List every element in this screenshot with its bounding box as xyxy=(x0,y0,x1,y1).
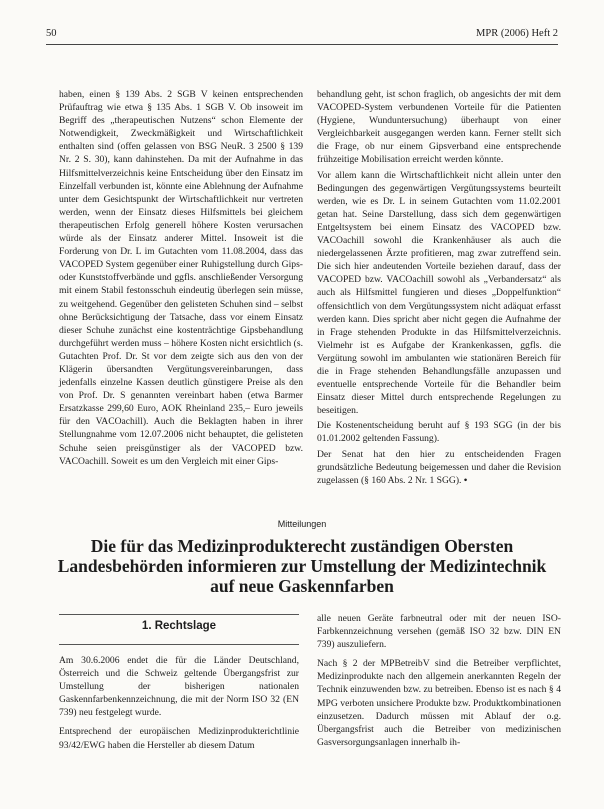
upper-left-column xyxy=(59,88,303,488)
paragraph xyxy=(317,448,561,487)
section-label: Mitteilungen xyxy=(277,519,327,529)
paragraph: Die Kostenentscheidung beruht auf § 193 SGG (in der bis 01.01.2002 geltenden Fassung). xyxy=(317,420,561,445)
article-title xyxy=(40,536,564,596)
end-of-article-mark: • xyxy=(463,474,468,486)
divider xyxy=(59,614,299,615)
page-number: 50 xyxy=(46,28,57,39)
section-heading: 1. Rechtslage xyxy=(141,620,217,632)
header-rule xyxy=(46,44,558,45)
lower-left-column xyxy=(59,612,299,758)
paragraph: Vor allem kann die Wirtschaftlichkeit nicht allein unter den Bedingungen des gegenwärtigen Vergütungssystems beurteilt werden, wie es Dr. L in seinem Gutachten vom 11.02.2001 getan hat. Seine Darstellung, dass sich dem gegenwärtigen Entgeltsystem bei einem Einsatz des VACOPED bzw. VACOachill sowohl die Krankenhäuser als auch die niedergelassenen Ärzte profitieren, mag zwar zutreffend sein. Die sich hier andeutenden Vorteile beziehen darauf, dass der VACOPED bzw. VACOachill sowohl als „Verbandersatz“ als auch als Hilfsmittel fungieren und dieses „Doppelfunktion“ offensichtlich von dem Vergütungssystem nicht adäquat erfasst werden kann. Dies spricht aber nicht gegen die Aufnahme der in Frage stehenden Produkte in das Hilfsmittelverzeichnis. Vielmehr ist es Aufgabe der Krankenkassen, ggfls. die Vergütung sowohl im ambulanten wie stationären Bereich für die in Frage stehenden Behandlungsfälle anzupassen und eventuelle entsprechende Vorteile für die Behandler beim Einsatz dieser Mittel durch entsprechende Regelungen zu beseitigen. xyxy=(317,169,561,417)
paragraph: Entsprechend der europäischen Medizinprodukterichtlinie 93/42/EWG haben die Hersteller ab diesem Datum xyxy=(59,726,299,751)
paragraph: Am 30.6.2006 endet die für die Länder Deutschland, Österreich und die Schweiz geltende Übergangsfrist zur Umstellung der bisherigen nationalen Gaskennfarbenkennzeichnung, die mit der Norm ISO 32 (EN 739) neu festgelegt wurde. xyxy=(59,655,299,719)
title-line: auf neue Gaskennfarben xyxy=(210,576,394,596)
title-line: Die für das Medizinprodukterecht zuständigen Obersten xyxy=(90,536,514,556)
upper-right-column xyxy=(317,88,561,488)
paragraph: haben, einen § 139 Abs. 2 SGB V keinen entsprechenden Prüfauftrag wie etwa § 135 Abs. 1 SGB V. Ob insoweit im Begriff des „therapeutischen Nutzens“ schon Elemente der Notwendigkeit, Zweckmäßigkeit und Wirtschaftlichkeit enthalten sind (offen gelassen von BSG NeuR. 3 2500 § 139 Nr. 2 S. 30), kann dahinstehen. Da mit der Aufnahme in das Hilfsmittelverzeichnis keine Entscheidung über den Einsatz im Einzelfall verbunden ist, könnte eine Ablehnung der Aufnahme unter dem Gesichtspunkt der Wirtschaftlichkeit nur vertreten werden, wenn der Einsatz dieses Hilfsmittels bei gleichem therapeutischen Erfolg generell höhere Kosten verursachen würde als der Einsatz anderer Mittel. Insoweit ist die Forderung von Dr. L im Gutachten vom 11.08.2004, dass das VACOPED System gegenüber einer Ruhigstellung durch Gips- oder Kunststoffverbände und ggfls. anschließender Versorgung mit einem Stabil festonsschuh eindeutig überlegen sein müsse, zu weitgehend. Gegenüber den gelisteten Schuhen sind – selbst ohne Berücksichtigung der Tatsache, dass vor einem Einsatz dieser Schuhe zunächst eine kostenträchtige Gipsbehandlung durchgeführt werden muss – höhere Kosten nicht ersichtlich (s. Gutachten Prof. Dr. St vor dem zeigte sich aus den von der Klägerin übersandten Vergütungsvereinbarungen, dass jedenfalls einzelne Kassen deutlich günstigere Preise als den von Prof. Dr. S genannten vereinbart haben (etwa Barmer Ersatzkasse 299,60 Euro, AOK Rheinland 235,– Euro jeweils für den VACOachill). Auch die Beklagten haben in ihrer Stellungnahme vom 12.07.2006 nicht behauptet, die gelisteten Schuhe seien preisgünstiger als der VACOPED bzw. VACOachill. Soweit es um den Vergleich mit einer Gips- xyxy=(59,89,303,467)
lower-right-column xyxy=(317,612,561,755)
paragraph: alle neuen Geräte farbneutral oder mit der neuen ISO-Farbkennzeichnung versehen (gemäß ISO 32 bzw. DIN EN 739) auszuliefern. xyxy=(317,613,561,651)
paragraph: behandlung geht, ist schon fraglich, ob angesichts der mit dem VACOPED-System verbundenen Vorteile für die Patienten (Hygiene, Wunduntersuchung) überhaupt von einer Vergleichbarkeit ausgegangen werden kann. Ferner stellt sich die Frage, ob nur einem Gipsverband eine entsprechende frühzeitige Mobilisation erreicht werden könnte. xyxy=(317,89,561,166)
divider xyxy=(59,644,299,645)
title-line: Landesbehörden informieren zur Umstellung der Medizintechnik xyxy=(57,556,547,576)
paragraph-text: Der Senat hat den hier zu entscheidenden Fragen grundsätzliche Bedeutung beigemessen und daher die Revision zugelassen (§ 160 Abs. 2 Nr. 1 SGG). xyxy=(317,448,561,486)
page-header xyxy=(46,28,558,44)
paragraph: Nach § 2 der MPBetreibV sind die Betreiber verpflichtet, Medizinprodukte nach den allgemein anerkannten Regeln der Technik einzuwenden bzw. zu betreiben. Ebenso ist es nach § 4 MPG verboten unsichere Produkte bzw. Produktkombinationen einzusetzen. Dadurch müssen mit Ablauf der o.g. Übergangsfrist auch die Betreiber von medizinischen Gasversorgungsanlagen innerhalb ih- xyxy=(317,658,561,748)
section-heading-block xyxy=(59,612,299,652)
journal-reference: MPR (2006) Heft 2 xyxy=(476,28,558,39)
